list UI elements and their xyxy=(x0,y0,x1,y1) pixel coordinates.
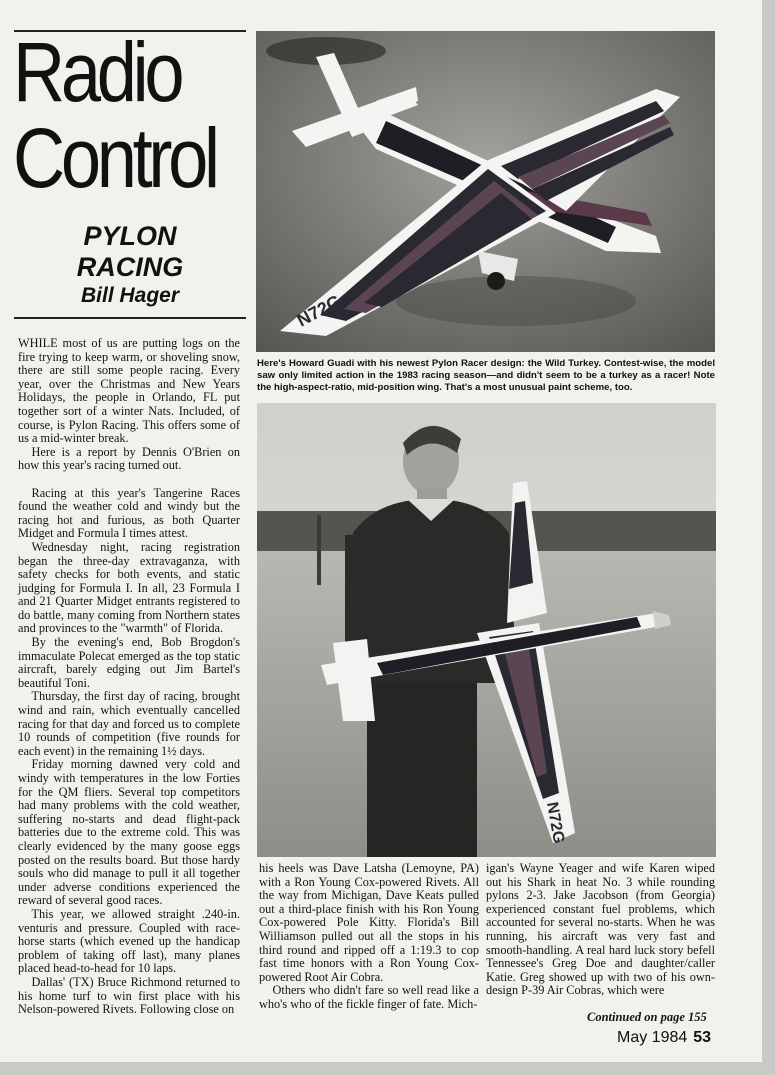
paragraph: Dallas' (TX) Bruce Richmond returned to his home turf to win first place with his Nelson-powered Rivets. Following close on xyxy=(18,974,240,1017)
wing-registration-text-2: N72G xyxy=(543,800,568,845)
column-title-control: Control xyxy=(13,111,216,205)
paragraph: Friday morning dawned very cold and windy with temperatures in the low Forties for the QM fliers. Several top competitors had many problems with the cold weather, suffering no-starts and dead flight-pack batteries due to the extreme cold. This was clearly evidenced by the many goose eggs posted on the results board. But those hardy souls who did manage to pull it all together under adverse conditions experienced the reward of several good races. xyxy=(18,757,240,908)
article-column-1 xyxy=(18,337,240,1017)
subtitle-pylon: PYLON xyxy=(83,221,177,251)
paragraph: By the evening's end, Bob Brogdon's immaculate Polecat emerged as the top static aircraft, barely edging out Jim Bartel's beautiful Toni. xyxy=(18,635,240,690)
paragraph: Thursday, the first day of racing, brought wind and rain, which eventually cancelled racing for that day and forced us to complete 10 rounds of competition (five rounds for each event) in the remaining 1½ days. xyxy=(18,689,240,758)
paragraph: Racing at this year's Tangerine Races found the weather cold and windy but the racing hot and furious, as both Quarter Midget and Formula I times attest. xyxy=(18,485,240,541)
paragraph: Here is a report by Dennis O'Brien on how this year's racing turned out. xyxy=(18,444,240,473)
column-title-radio: Radio xyxy=(13,25,181,119)
header-rule xyxy=(14,317,246,319)
paragraph-intro: WHILE most of us are putting logs on the fire trying to keep warm, or shoveling snow, there are still some people racing. Every year, over the Christmas and New Years Holidays, the people in Orlando, FL put together sort of a winter Nats. Included, of course, is Pylon Racing. This offers some of us a mid-winter break. xyxy=(18,336,240,446)
paragraph: Others who didn't fare so well read like a who's who of the fickle finger of fate. Mich- xyxy=(259,983,479,1011)
paragraph: his heels was Dave Latsha (Lemoyne, PA) with a Ron Young Cox-powered Rivets. All the way from Michigan, Dave Keats pulled out a third-place finish with his Ron Young Cox-powered Pole Kitty. Florida's Bill Williamson pulled out all the stops in his third round and ripped off a 1:19.3 to cop fast time honors with a Ron Young Cox-powered Root Air Cobra. xyxy=(259,861,479,984)
issue-date: May 1984 xyxy=(617,1029,688,1046)
paragraph: igan's Wayne Yeager and wife Karen wiped out his Shark in heat No. 3 while rounding pylons 2-3. Jake Jacobson (from Georgia) experienced constant fuel problems, which accounted for several no-starts. When he was running, his aircraft was very fast and smooth-handling. A real hard luck story befell Tennessee's Greg Doe and daughter/caller Katie. Greg showed up with two of his own-design P-39 Air Cobras, which were xyxy=(486,861,715,998)
photo-wild-turkey-plane xyxy=(256,31,715,352)
photo-man-holding-plane xyxy=(257,403,716,857)
subtitle-racing: RACING xyxy=(76,252,184,282)
paragraph: Wednesday night, racing registration began the three-day extravaganza, with safety checks for both events, and static judging for Formula I. In all, 23 Formula I and 21 Quarter Midget entrants registered to do battle, many coming from Northern states and provinces to the "warmth" of Florida. xyxy=(18,539,240,636)
article-column-3 xyxy=(486,862,715,998)
photo-caption: Here's Howard Guadi with his newest Pylon Racer design: the Wild Turkey. Contest-wise, the model saw only limited action in the 1983 racing season—and didn't seem to be a turkey as a racer! Note the high-aspect-ratio, mid-position wing. That's a most unusual paint scheme, too. xyxy=(257,358,715,393)
page-footer xyxy=(617,1029,711,1047)
wing-registration-text: N72G xyxy=(293,290,345,331)
author-byline: Bill Hager xyxy=(80,284,180,307)
article-column-2 xyxy=(259,862,479,1012)
page-number: 53 xyxy=(693,1029,712,1046)
paragraph: This year, we allowed straight .240-in. venturis and pressure. Coupled with race-horse starts (which evened up the handicap problem of taking off last), many planes placed head-to-head for 10 laps. xyxy=(18,906,240,976)
continued-note: Continued on page 155 xyxy=(587,1010,707,1024)
